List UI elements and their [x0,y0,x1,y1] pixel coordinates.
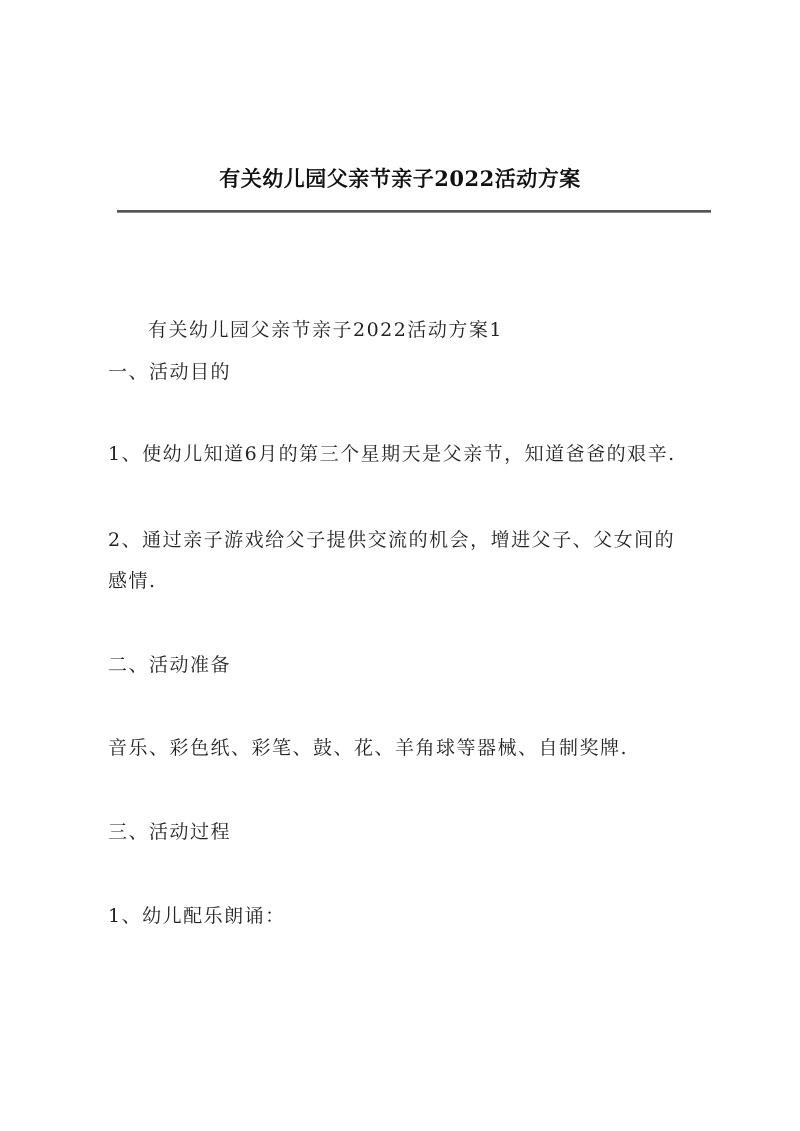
paragraph-objective-2: 2、通过亲子游戏给父子提供交流的机会，增进父子、父女间的 [108,529,676,551]
document-title: 有关幼儿园父亲节亲子2022活动方案 [219,166,581,191]
title-divider [117,210,711,213]
paragraph-objective-1: 1、使幼儿知道6月的第三个星期天是父亲节，知道爸爸的艰辛. [108,443,676,465]
section-heading: 有关幼儿园父亲节亲子2022活动方案1 [148,319,503,341]
heading-process: 三、活动过程 [108,821,232,843]
paragraph-materials: 音乐、彩色纸、彩笔、鼓、花、羊角球等器械、自制奖牌. [108,737,629,759]
heading-preparation: 二、活动准备 [108,654,232,676]
paragraph-objective-2-cont: 感情. [108,570,157,592]
paragraph-process-1: 1、幼儿配乐朗诵： [108,905,286,927]
heading-objectives: 一、活动目的 [108,361,232,383]
